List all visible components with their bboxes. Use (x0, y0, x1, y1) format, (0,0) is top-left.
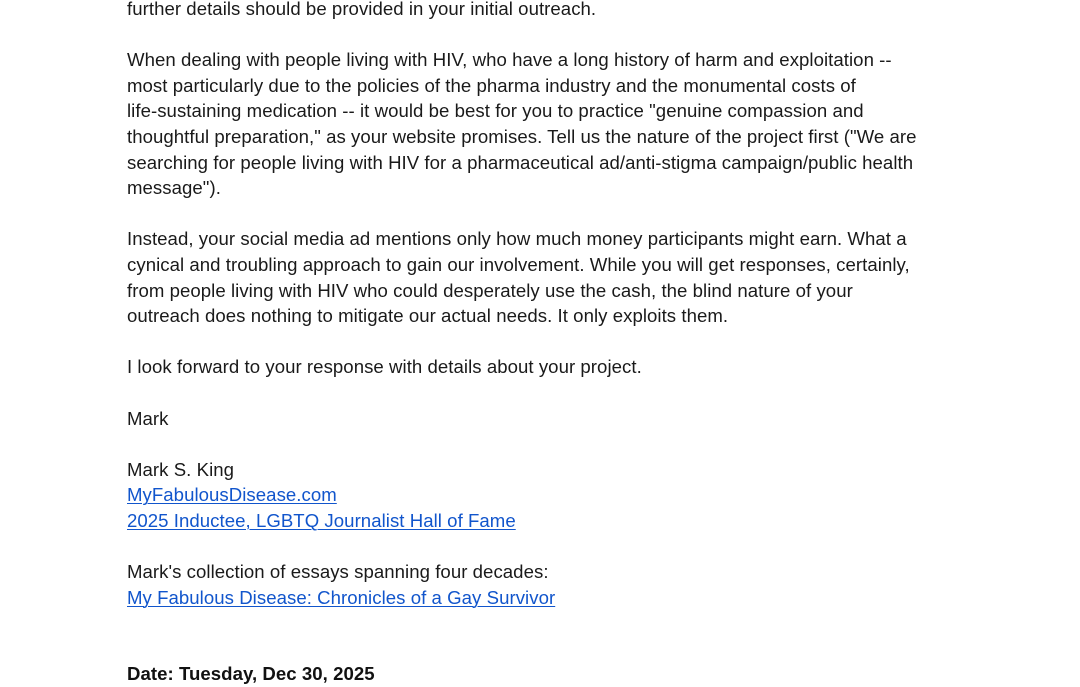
paragraph-line: life-sustaining medication -- it would be best for you to practice "genuine compassion and (127, 100, 864, 122)
next-message-date-header: Date: Tuesday, Dec 30, 2025 (127, 663, 375, 685)
hall-of-fame-link[interactable]: 2025 Inductee, LGBTQ Journalist Hall of Fame (127, 509, 516, 531)
paragraph-line: thoughtful preparation," as your website promises. Tell us the nature of the project first ("We are (127, 125, 917, 147)
paragraph-spacer (127, 533, 987, 559)
closing-line: I look forward to your response with details about your project. (127, 356, 642, 378)
paragraph-spacer (127, 201, 987, 227)
paragraph-spacer (127, 329, 987, 355)
paragraph-line: Instead, your social media ad mentions only how much money participants might earn. What a (127, 228, 907, 250)
paragraph-line: message"). (127, 177, 221, 199)
paragraph-line: outreach does nothing to mitigate our actual needs. It only exploits them. (127, 305, 729, 327)
paragraph-line: from people living with HIV who could desperately use the cash, the blind nature of your (127, 279, 853, 301)
signature-book-line (127, 585, 987, 611)
paragraph-line: cynical and troubling approach to gain our involvement. While you will get responses, certainly, (127, 253, 910, 275)
signature-award-line (127, 508, 987, 534)
paragraph-hiv-context (127, 47, 987, 201)
paragraph-social-media-ad (127, 226, 987, 328)
paragraph-spacer (127, 22, 987, 48)
email-body (127, 0, 987, 687)
book-intro: Mark's collection of essays spanning four decades: (127, 561, 549, 583)
intro-tail-text: further details should be provided in your initial outreach. (127, 0, 597, 19)
paragraph-line: When dealing with people living with HIV, who have a long history of harm and exploitation -- (127, 49, 892, 71)
email-signature (127, 457, 987, 611)
signature-website-line (127, 482, 987, 508)
paragraph-spacer (127, 380, 987, 406)
paragraph-spacer (127, 431, 987, 457)
paragraph-line: most particularly due to the policies of the pharma industry and the monumental costs of (127, 74, 856, 96)
signature-name: Mark S. King (127, 458, 235, 480)
book-link[interactable]: My Fabulous Disease: Chronicles of a Gay Survivor (127, 586, 556, 608)
paragraph-line: searching for people living with HIV for a pharmaceutical ad/anti-stigma campaign/public health (127, 151, 914, 173)
sign-off: Mark (127, 407, 169, 429)
message-separator-spacer (127, 610, 987, 661)
website-link[interactable]: MyFabulousDisease.com (127, 484, 337, 506)
